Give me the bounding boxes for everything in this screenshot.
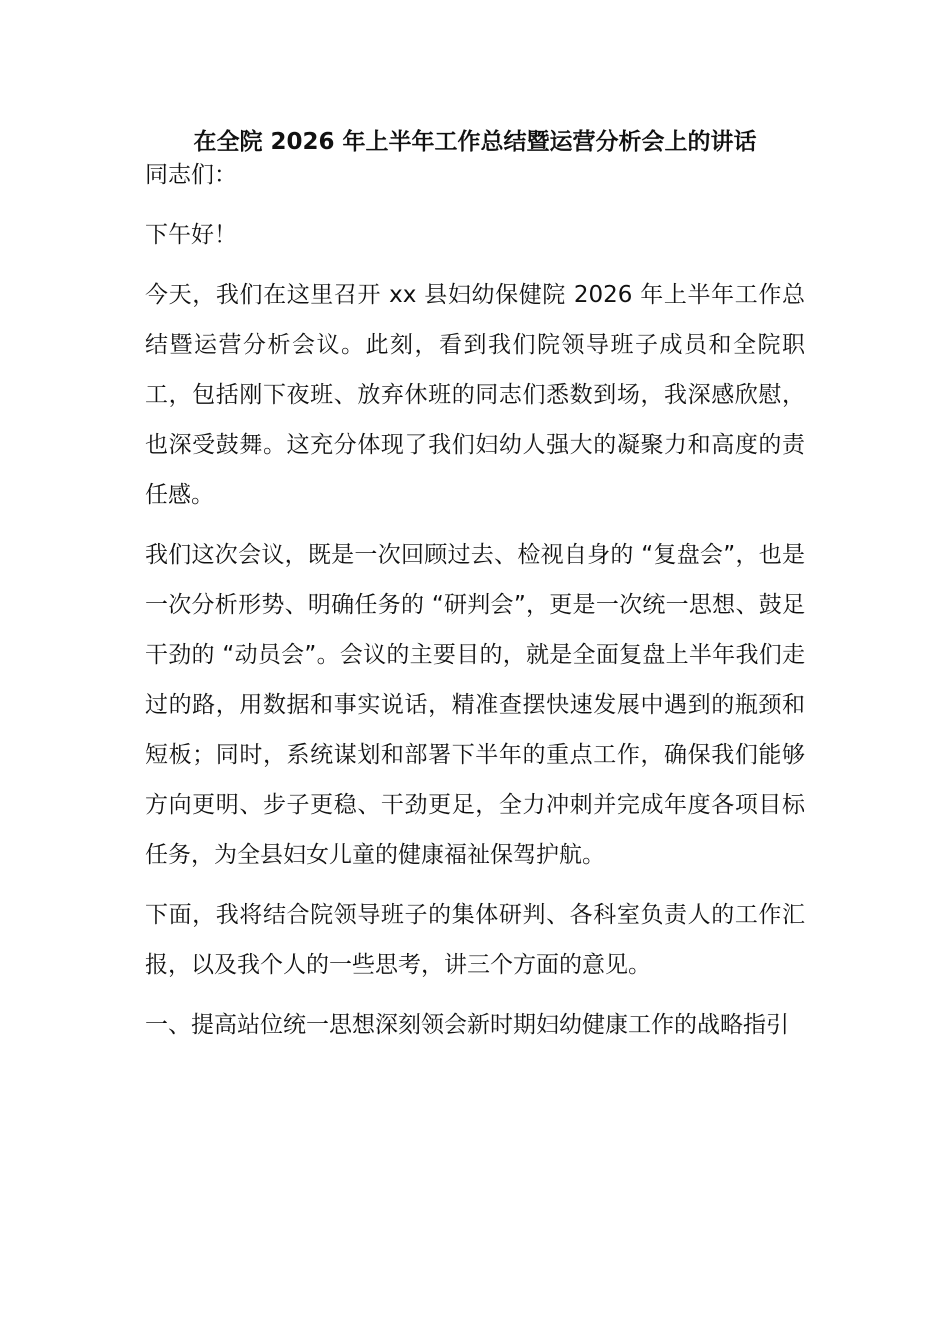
outline-paragraph: 下面，我将结合院领导班子的集体研判、各科室负责人的工作汇报，以及我个人的一些思考，讲三个方面的意见。: [145, 902, 805, 978]
section-heading-1: 一、提高站位统一思想深刻领会新时期妇幼健康工作的战略指引: [145, 1012, 789, 1038]
document-title: 在全院 2026 年上半年工作总结暨运营分析会上的讲话: [193, 129, 757, 155]
greeting-paragraph: 下午好！: [145, 222, 237, 248]
document-body: [145, 150, 805, 1060]
purpose-paragraph: 我们这次会议，既是一次回顾过去、检视自身的 “复盘会”，也是一次分析形势、明确任务的 “研判会”，更是一次统一思想、鼓足干劲的 “动员会”。会议的主要目的，就是全面复盘上半年我们走过的路，用数据和事实说话，精准查摆快速发展中遇到的瓶颈和短板；同时，系统谋划和部署下半年的重点工作，确保我们能够方向更明、步子更稳、干劲更足，全力冲刺并完成年度各项目标任务，为全县妇女儿童的健康福祉保驾护航。: [145, 542, 805, 868]
opening-paragraph: 今天，我们在这里召开 xx 县妇幼保健院 2026 年上半年工作总结暨运营分析会议。此刻，看到我们院领导班子成员和全院职工，包括刚下夜班、放弃休班的同志们悉数到场，我深感欣慰，也深受鼓舞。这充分体现了我们妇幼人强大的凝聚力和高度的责任感。: [145, 282, 805, 508]
salutation-paragraph: 同志们：: [145, 162, 237, 188]
